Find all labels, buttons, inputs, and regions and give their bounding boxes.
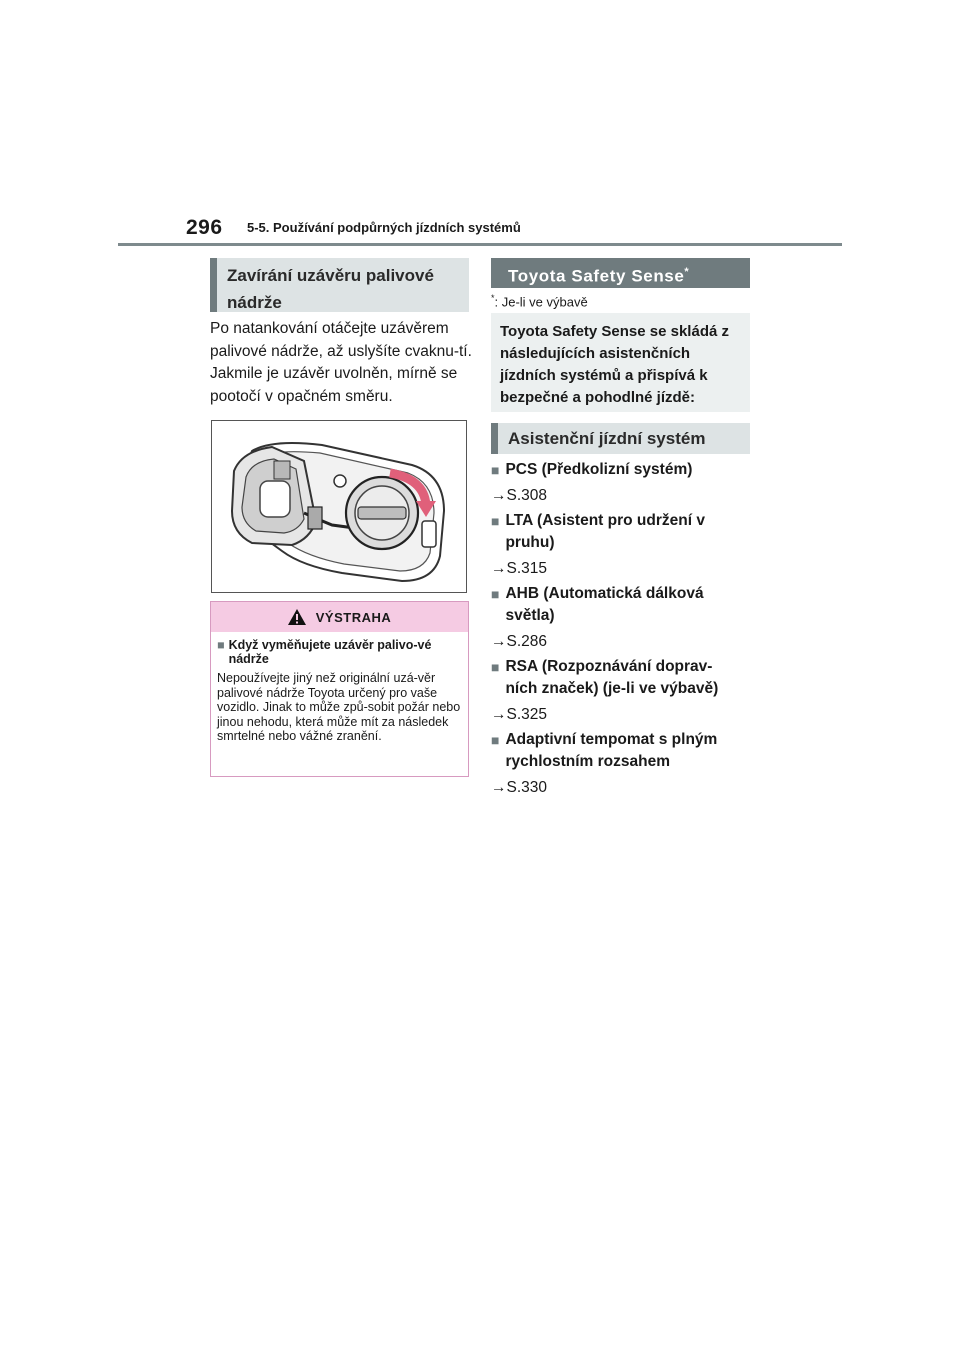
section-title-safety-sense <box>491 258 750 288</box>
assist-system-list <box>491 459 761 802</box>
item-page-ref[interactable]: →S.286 <box>491 633 548 650</box>
warning-title-text: Když vyměňujete uzávěr palivo-vé nádrže <box>228 638 432 666</box>
warning-box <box>210 601 469 777</box>
item-title: LTA (Asistent pro udržení v pruhu) <box>505 512 705 551</box>
warning-header <box>211 602 468 632</box>
page-number: 296 <box>186 216 223 239</box>
item-title: RSA (Rozpoznávání doprav-ních značek) (je-li ve výbavě) <box>505 658 719 697</box>
item-title: AHB (Automatická dálková světla) <box>505 585 704 624</box>
item-title: PCS (Předkolizní systém) <box>505 461 693 478</box>
header-rule <box>118 243 842 246</box>
warning-triangle-icon <box>288 609 306 625</box>
list-item <box>491 729 761 799</box>
square-bullet-icon: ■ <box>217 638 225 652</box>
square-bullet-icon: ■ <box>491 513 500 529</box>
warning-body: Nepoužívejte jiný než originální uzá-věr palivové nádrže Toyota určený pro vaše vozidlo. Jinak to může způ-sobit požár nebo jinou nehodu, která může mít za následek smrtelné nebo vážné zranění. <box>217 671 461 743</box>
list-item <box>491 459 761 507</box>
item-page-ref[interactable]: →S.330 <box>491 779 548 796</box>
item-title: Adaptivní tempomat s plným rychlostním rozsahem <box>505 731 718 770</box>
warning-title <box>217 638 461 666</box>
section-title-asterisk: * <box>684 266 690 278</box>
list-item <box>491 510 761 580</box>
intro-box: Toyota Safety Sense se skládá z následujících asistenčních jízdních systémů a přispívá k bezpečné a pohodlné jízdě: <box>491 313 750 412</box>
fuel-cap-paragraph: Po natankování otáčejte uzávěrem palivové nádrže, až uslyšíte cvaknu-tí. Jakmile je uzávěr uvolněn, mírně se pootočí v opačném směru. <box>210 320 472 405</box>
section-title-fuel-cap <box>210 258 469 312</box>
square-bullet-icon: ■ <box>491 462 500 478</box>
footnote-asterisk: * <box>491 293 495 303</box>
section-title-text: Zavírání uzávěru palivové nádrže <box>227 266 434 312</box>
item-page-ref[interactable]: →S.308 <box>491 487 548 504</box>
item-page-ref[interactable]: →S.315 <box>491 560 548 577</box>
subsection-title-text: Asistenční jízdní systém <box>508 429 706 448</box>
fuel-cap-drawing <box>212 421 467 593</box>
square-bullet-icon: ■ <box>491 732 500 748</box>
warning-label: VÝSTRAHA <box>315 609 392 625</box>
footnote-text: : Je-li ve výbavě <box>494 294 588 310</box>
running-header: 5-5. Používání podpůrných jízdních systémů <box>247 220 521 235</box>
square-bullet-icon: ■ <box>491 659 500 675</box>
square-bullet-icon: ■ <box>491 586 500 602</box>
footnote <box>491 293 588 309</box>
section-title-text: Toyota Safety Sense <box>508 266 685 286</box>
fuel-cap-illustration <box>211 420 467 593</box>
list-item <box>491 656 761 726</box>
subsection-title-assist <box>491 423 750 454</box>
list-item <box>491 583 761 653</box>
item-page-ref[interactable]: →S.325 <box>491 706 548 723</box>
